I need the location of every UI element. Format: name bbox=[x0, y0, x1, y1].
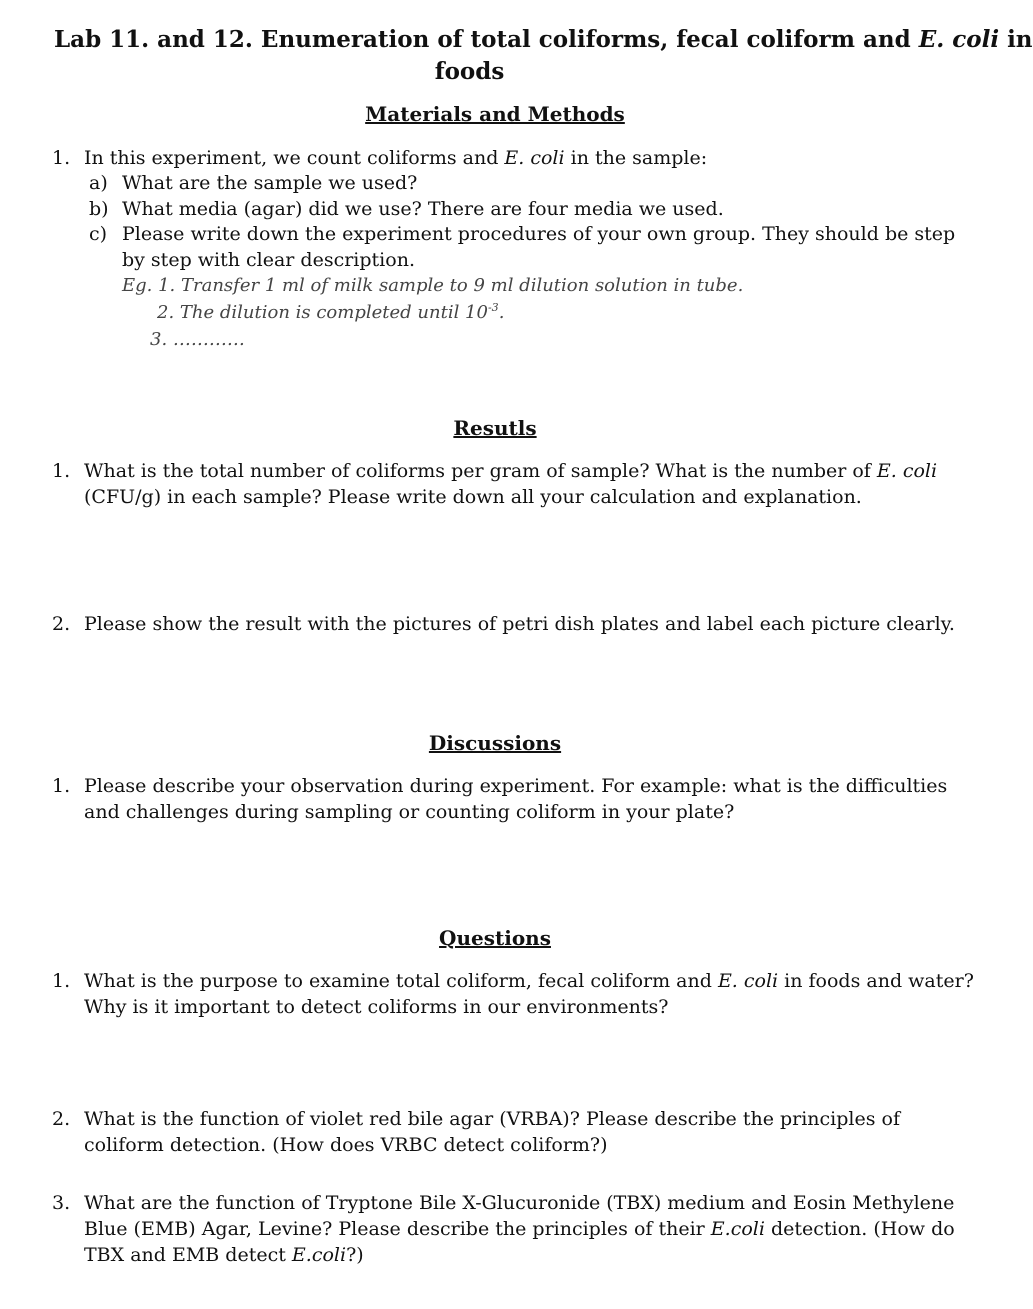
questions-question-1-line-1: What is the purpose to examine total coliform, fecal coliform and E. coli in foods and water? bbox=[84, 970, 974, 992]
example-step-1: Eg. 1. Transfer 1 ml of milk sample to 9 ml dilution solution in tube. bbox=[122, 275, 744, 296]
list-number: 3. bbox=[52, 1192, 71, 1214]
list-number: 1. bbox=[52, 775, 71, 797]
sub-item-label: b) bbox=[89, 198, 109, 220]
sub-item-a: What are the sample we used? bbox=[122, 172, 418, 194]
questions-question-1-line-2: Why is it important to detect coliforms in our environments? bbox=[84, 996, 669, 1018]
list-number: 1. bbox=[52, 460, 71, 482]
questions-question-3-line-1: What are the function of Tryptone Bile X-Glucuronide (TBX) medium and Eosin Methylene bbox=[84, 1192, 955, 1214]
questions-question-3-line-2: Blue (EMB) Agar, Levine? Please describe the principles of their E.coli detection. (How do bbox=[84, 1218, 955, 1240]
questions-heading: Questions bbox=[439, 926, 551, 950]
sub-item-c-line-1: Please write down the experiment procedures of your own group. They should be step bbox=[122, 223, 956, 245]
discussions-question-1-line-2: and challenges during sampling or counting coliform in your plate? bbox=[84, 801, 735, 823]
sub-item-label: c) bbox=[89, 223, 108, 245]
discussions-heading: Discussions bbox=[428, 731, 562, 755]
example-step-3: 3. ………… bbox=[150, 329, 245, 350]
materials-item-1: In this experiment, we count coliforms and E. coli in the sample: bbox=[84, 147, 708, 169]
results-question-1-line-1: What is the total number of coliforms per gram of sample? What is the number of E. coli bbox=[84, 460, 938, 482]
materials-methods-heading: Materials and Methods bbox=[365, 102, 625, 126]
sub-item-c-line-2: by step with clear description. bbox=[122, 249, 415, 271]
example-step-2: 2. The dilution is completed until $10^{-3}$. bbox=[157, 301, 505, 323]
results-question-1-line-2: (CFU/g) in each sample? Please write down all your calculation and explanation. bbox=[84, 486, 862, 508]
discussions-question-1-line-1: Please describe your observation during experiment. For example: what is the difficulties bbox=[84, 775, 948, 797]
results-question-2: Please show the result with the pictures of petri dish plates and label each picture clearly. bbox=[84, 613, 955, 635]
questions-question-2-line-2: coliform detection. (How does VRBC detect coliform?) bbox=[84, 1134, 608, 1156]
list-number: 1. bbox=[52, 970, 71, 992]
sub-item-label: a) bbox=[89, 172, 108, 194]
questions-question-2-line-1: What is the function of violet red bile agar (VRBA)? Please describe the principles of bbox=[84, 1108, 900, 1130]
questions-question-3-line-3: TBX and EMB detect E.coli?) bbox=[84, 1244, 364, 1266]
list-number: 2. bbox=[52, 613, 71, 635]
results-heading: Resutls bbox=[453, 416, 537, 440]
list-number: 1. bbox=[52, 147, 71, 169]
document-title-line-1: Lab 11. and 12. Enumeration of total coliforms, fecal coliform and E. coli in bbox=[54, 26, 1033, 53]
document-title-line-2: foods bbox=[434, 58, 505, 85]
list-number: 2. bbox=[52, 1108, 71, 1130]
sub-item-b: What media (agar) did we use? There are four media we used. bbox=[122, 198, 724, 220]
